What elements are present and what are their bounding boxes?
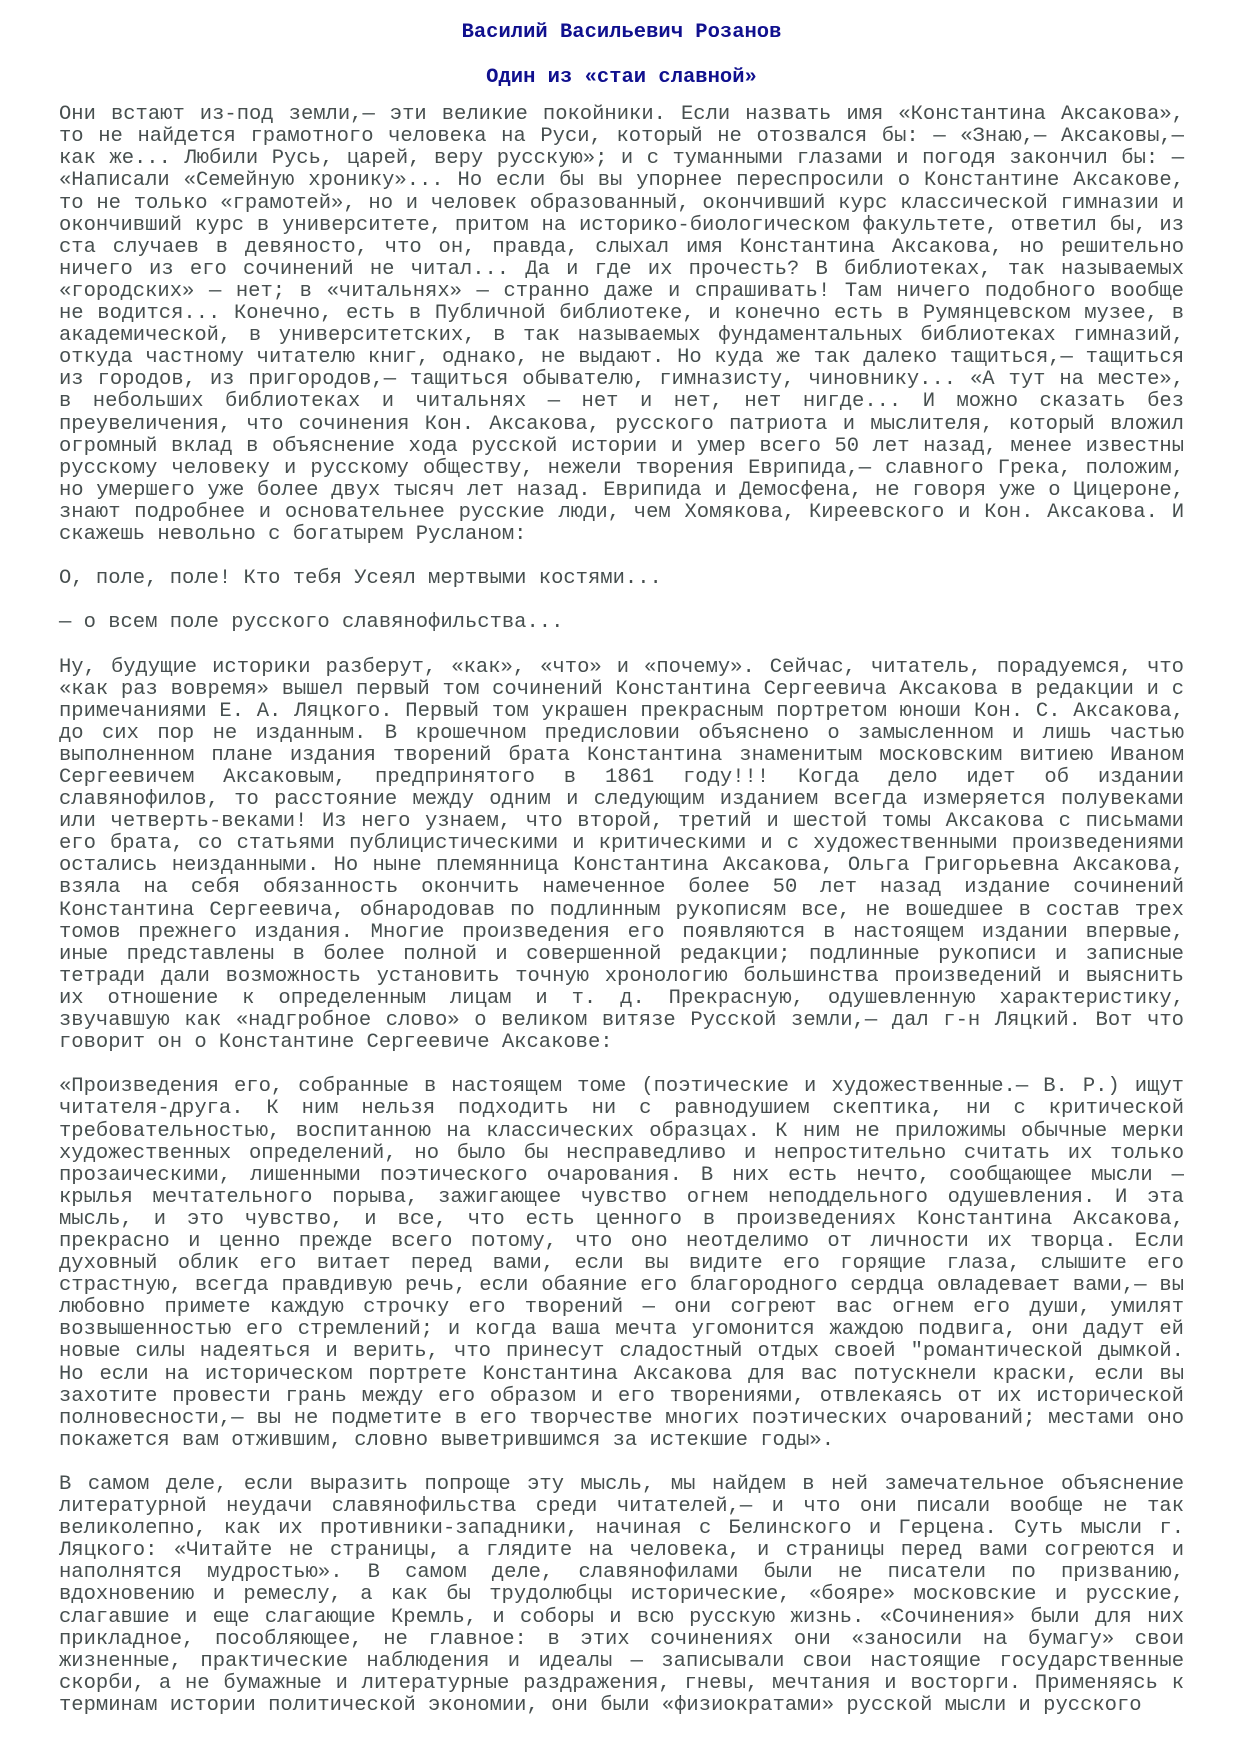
paragraph: О, поле, поле! Кто тебя Усеял мертвыми костями... xyxy=(59,567,662,591)
paragraph: В самом деле, если выразить попроще эту мысль, мы найдем в ней замечательное объяснение литературной неудачи славянофильства среди читателей,— и что они писали вообще не так великолепно, как их противники-западники, начиная с Белинского и Герцена. Суть мысли г. Ляцкого: «Читайте не страницы, а глядите на человека, и страницы перед вами согреются и наполнятся мудростью». В самом деле, славянофилами были не писатели по призванию, вдохновению и ремеслу, а как бы трудолюбцы исторические, «бояре» московские и русские, слагавшие и еще слагающие Кремль, и соборы и всю русскую жизнь. «Сочинения» были для них прикладное, пособляющее, не главное: в этих сочинениях они «заносили на бумагу» свои жизненные, практические наблюдения и идеалы — записывали свои настоящие государственные скорби, а не бумажные и литературные раздражения, гневы, мечтания и восторги. Применяясь к терминам истории политической экономии, они были «физиократами» русской мысли и русского xyxy=(59,1473,1184,1717)
paragraph: Ну, будущие историки разберут, «как», «что» и «почему». Сейчас, читатель, порадуемся, что «как раз вовремя» вышел первый том сочинений Константина Сергеевича Аксакова в редакции и с примечаниями Е. А. Ляцкого. Первый том украшен прекрасным портретом юноши Кон. С. Аксакова, до сих пор не изданным. В крошечном предисловии объяснено о замысленном и лишь частью выполненном плане издания творений брата Константина знаменитым московским витиею Иваном Сергеевичем Аксаковым, предпринятого в 1861 году!!! Когда дело идет об издании славянофилов, то расстояние между одним и следующим изданием всегда измеряется полувеками или четверть-веками! Из него узнаем, что второй, третий и шестой томы Аксакова с письмами его брата, со статьями публицистическими и критическими и с художественными произведениями остались неизданными. Но ныне племянница Константина Аксакова, Ольга Григорьевна Аксакова, взяла на себя обязанность окончить намеченное более 50 лет назад издание сочинений Константина Сергеевича, обнародовав по подлинным рукописям все, не вошедшее в состав трех томов прежнего издания. Многие произведения его появляются в настоящем издании впервые, иные представлены в более полной и совершенной редакции; подлинные рукописи и записные тетради дали возможность установить точную хронологию большинства произведений и выяснить их отношение к определенным лицам и т. д. Прекрасную, одушевленную характеристику, звучавшую как «надгробное слово» о великом витязе Русской земли,— дал г-н Ляцкий. Вот что говорит он о Константине Сергеевиче Аксакове: xyxy=(59,655,1184,1055)
paragraph: Они встают из-под земли,— эти великие покойники. Если назвать имя «Константина Аксакова», то не найдется грамотного человека на Руси, который не отозвался бы: — «Знаю,— Аксаковы,— как же... Любили Русь, царей, веру русскую»; и с туманными глазами и погодя закончил бы: — «Написали «Семейную хронику»... Но если бы вы упорнее переспросили о Константине Аксакове, то не только «грамотей», но и человек образованный, окончивший курс классической гимназии и окончивший курс в университете, притом на историко-биологическом факультете, ответил бы, из ста случаев в девяносто, что он, правда, слыхал имя Константина Аксакова, но решительно ничего из его сочинений не читал... Да и где их прочесть? В библиотеках, так называемых «городских» — нет; в «читальнях» — странно даже и спрашивать! Там ничего подобного вообще не водится... Конечно, есть в Публичной библиотеке, и конечно есть в Румянцевском музее, в академической, в университетских, в так называемых фундаментальных библиотеках гимназий, откуда частному читателю книг, однако, не выдают. Но куда же так далеко тащиться,— тащиться из городов, из пригородов,— тащиться обывателю, гимназисту, чиновнику... «А тут на месте», в небольших библиотеках и читальнях — нет и нет, нет нигде... И можно сказать без преувеличения, что сочинения Кон. Аксакова, русского патриота и мыслителя, который вложил огромный вклад в объяснение хода русской истории и умер всего 50 лет назад, менее известны русскому человеку и русскому обществу, нежели творения Еврипида,— славного Грека, положим, но умершего уже более двух тысяч лет назад. Еврипида и Демосфена, не говоря уже о Цицероне, знают подробнее и основательнее русские люди, чем Хомякова, Киреевского и Кон. Аксакова. И скажешь невольно с богатырем Русланом: xyxy=(59,103,1184,546)
author-title: Василий Васильевич Розанов xyxy=(461,21,782,44)
article-title: Один из «стаи славной» xyxy=(486,66,757,90)
paragraph: «Произведения его, собранные в настоящем томе (поэтические и художественные.— В. Р.) ищут читателя-друга. К ним нельзя подходить ни с равнодушием скептика, ни с критической требовательностью, воспитанною на классических образцах. К ним не приложимы обычные мерки художественных определений, но было бы несправедливо и непростительно считать их только прозаическими, лишенными поэтического очарования. В них есть нечто, сообщающее мысли — крылья мечтательного порыва, зажигающее чувство огнем неподдельного одушевления. И эта мысль, и это чувство, и все, что есть ценного в произведениях Константина Аксакова, прекрасно и ценно прежде всего потому, что оно неотделимо от личности их творца. Если духовный облик его витает перед вами, если вы видите его горящие глаза, слышите его страстную, всегда правдивую речь, если обаяние его благородного сердца овладевает вами,— вы любовно примете каждую строчку его творений — они согреют вас огнем его души, умилят возвышенностью его стремлений; и когда ваша мечта угомонится жаждою подвига, они дадут ей новые силы надеяться и верить, что принесут сладостный отдых своей "романтической дымкой. Но если на историческом портрете Константина Аксакова для вас потускнели краски, если вы захотите провести грань между его образом и его творениями, отвлекаясь от их исторической полновесности,— вы не подметите в его творчестве многих поэтических очарований; местами оно покажется вам отжившим, словно выветрившимся за истекшие годы». xyxy=(59,1075,1184,1452)
article-body xyxy=(59,104,1184,1717)
paragraph: — о всем поле русского славянофильства... xyxy=(59,611,564,635)
